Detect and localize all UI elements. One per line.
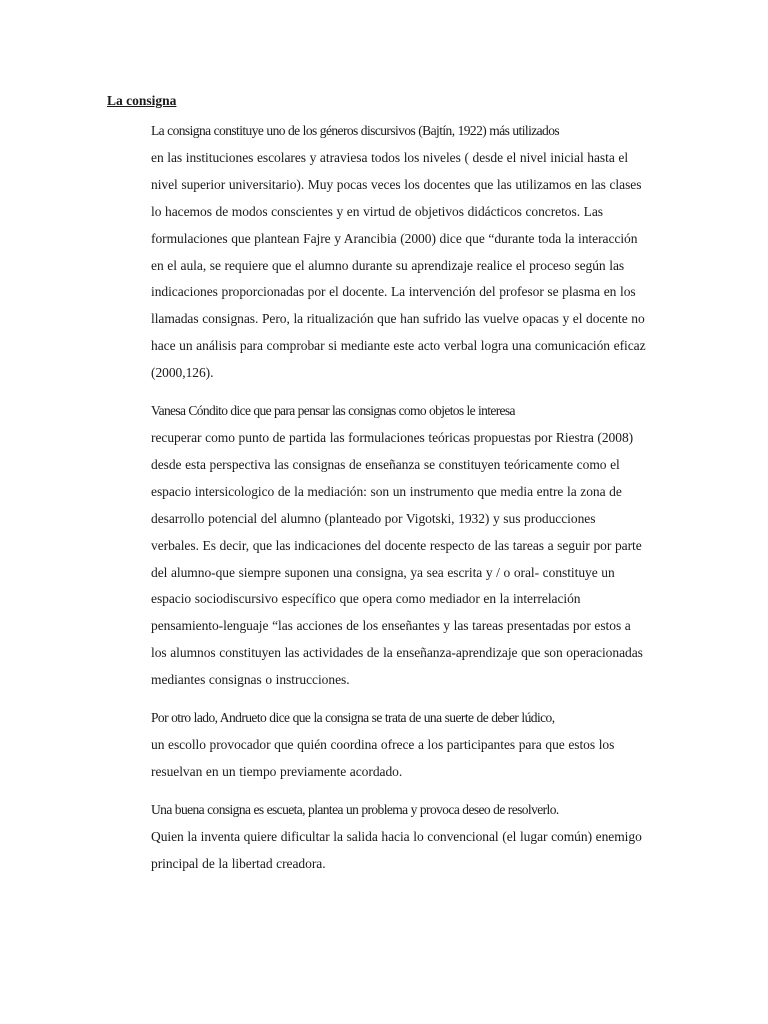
- text-line: espacio sociodiscursivo específico que opera como mediador en la interrelación: [151, 591, 581, 607]
- text-line: (2000,126).: [151, 365, 214, 381]
- text-line: Una buena consigna es escueta, plantea un problema y provoca deseo de resolverlo.: [151, 801, 559, 817]
- paragraph-3: [107, 705, 663, 786]
- text-line: hace un análisis para comprobar si mediante este acto verbal logra una comunicación eficaz: [151, 338, 646, 354]
- paragraph-1: [107, 118, 663, 387]
- text-line: del alumno-que siempre suponen una consigna, ya sea escrita y / o oral- constituye un: [151, 564, 615, 580]
- text-line: en las instituciones escolares y atraviesa todos los niveles ( desde el nivel inicial hasta el: [151, 149, 629, 165]
- text-line: Por otro lado, Andrueto dice que la consigna se trata de una suerte de deber lúdico,: [151, 710, 555, 726]
- document-page: [107, 92, 663, 888]
- text-line: nivel superior universitario). Muy pocas veces los docentes que las utilizamos en las clases: [151, 176, 642, 192]
- text-line: mediantes consignas o instrucciones.: [151, 672, 350, 688]
- paragraph-4: [107, 797, 663, 878]
- text-line: verbales. Es decir, que las indicaciones del docente respecto de las tareas a seguir por parte: [151, 537, 642, 553]
- text-line: desarrollo potencial del alumno (planteado por Vigotski, 1932) y sus producciones: [151, 510, 596, 526]
- text-line: Vanesa Cóndito dice que para pensar las consignas como objetos le interesa: [151, 403, 515, 419]
- paragraph-2: [107, 398, 663, 694]
- text-line: llamadas consignas. Pero, la ritualización que han sufrido las vuelve opacas y el docente no: [151, 311, 645, 327]
- text-line: formulaciones que plantean Fajre y Arancibia (2000) dice que “durante toda la interacción: [151, 230, 638, 246]
- document-title: La consigna: [107, 93, 177, 108]
- text-line: Quien la inventa quiere dificultar la salida hacia lo convencional (el lugar común) enemigo: [151, 828, 642, 844]
- text-line: los alumnos constituyen las actividades de la enseñanza-aprendizaje que son operacionadas: [151, 645, 643, 661]
- text-line: resuelvan en un tiempo previamente acordado.: [151, 763, 403, 779]
- text-line: en el aula, se requiere que el alumno durante su aprendizaje realice el proceso según las: [151, 257, 625, 273]
- text-line: un escollo provocador que quién coordina ofrece a los participantes para que estos los: [151, 736, 615, 752]
- text-line: La consigna constituye uno de los géneros discursivos (Bajtín, 1922) más utilizados: [151, 123, 560, 138]
- text-line: espacio intersicologico de la mediación: son un instrumento que media entre la zona de: [151, 483, 622, 499]
- text-line: indicaciones proporcionadas por el docente. La intervención del profesor se plasma en los: [151, 284, 636, 300]
- text-line: pensamiento-lenguaje “las acciones de los enseñantes y las tareas presentadas por estos a: [151, 618, 631, 634]
- text-line: lo hacemos de modos conscientes y en virtud de objetivos didácticos concretos. Las: [151, 203, 604, 219]
- text-line: recuperar como punto de partida las formulaciones teóricas propuestas por Riestra (2008): [151, 429, 634, 445]
- text-line: desde esta perspectiva las consignas de enseñanza se constituyen teóricamente como el: [151, 456, 620, 472]
- text-line: principal de la libertad creadora.: [151, 855, 326, 871]
